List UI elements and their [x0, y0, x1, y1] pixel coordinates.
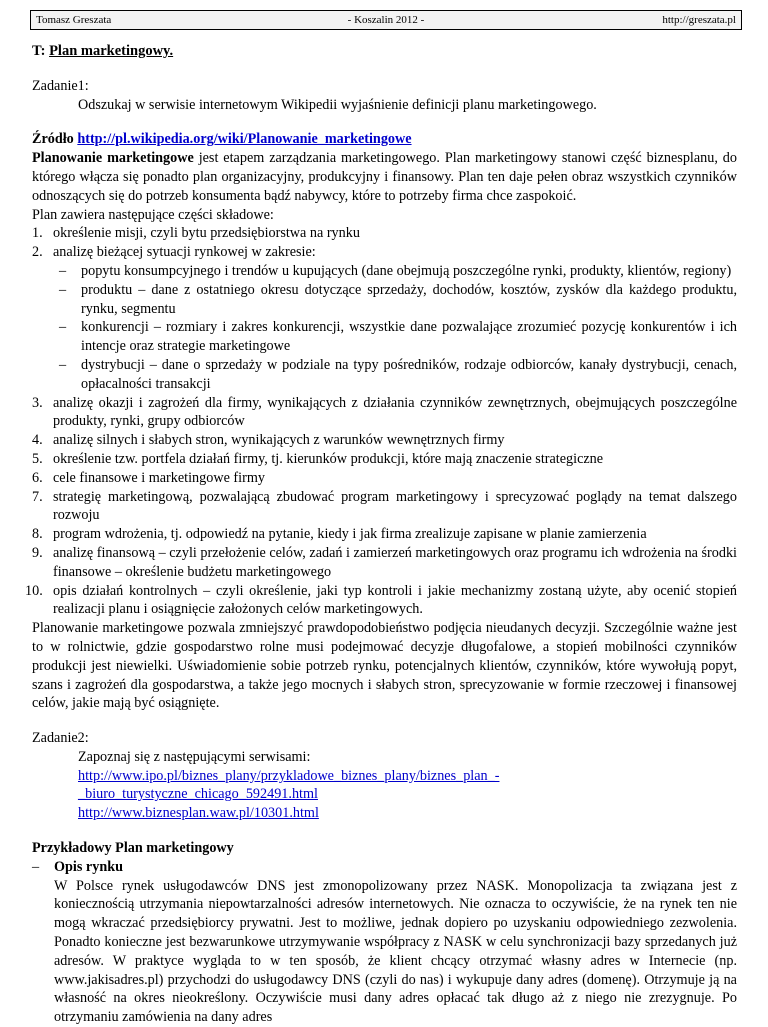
link-ipo-line1[interactable]: http://www.ipo.pl/biznes_plany/przykladowe_biznes_plany/biznes_plan_- [78, 767, 500, 784]
source-label: Źródło [32, 131, 78, 148]
sub-list-item: – produktu – dane z ostatniego okresu dotyczące sprzedaży, dochodów, kosztów, zysków dla każdego produktu, rynku, segmentu [59, 281, 737, 317]
closing-paragraph: Planowanie marketingowe pozwala zmniejszyć prawdopodobieństwo podjęcia nieudanych decyzji. Szczególnie ważne jest to w rolnictwie, gdzie gospodarstwo rolne musi podejmować decyzje długofalowe, a stopień mobilności czynników produkcji jest niewielki. Uświadomienie sobie potrzeb rynku, potencjalnych klientów, czynników, które wywołują popyt, szans i zagrożeń dla gospodarstwa, a także jego mocnych i słabych stron, sprecyzowanie w formie rzeczowej i finansowej celów, jakie mają być osiągnięte. [32, 620, 737, 712]
page-header [30, 10, 742, 30]
document-body [25, 42, 737, 1027]
task2-text: Zapoznaj się z następującymi serwisami: [78, 748, 311, 765]
header-author: Tomasz Greszata [36, 14, 112, 26]
parts-list [25, 224, 737, 619]
title-text: Plan marketingowy. [49, 43, 174, 59]
list-item: 8. program wdrożenia, tj. odpowiedź na pytanie, kiedy i jak firma zrealizuje zapisane w planie zamierzenia [32, 526, 647, 543]
list-item: 9. analizę finansową – czyli przełożenie celów, zadań i zamierzeń marketingowych oraz programu ich wdrożenia na środki finansowe – określenie budżetu marketingowego [32, 544, 737, 580]
sub-list-item: – konkurencji – rozmiary i zakres konkurencji, wszystkie dane pozwalające zrozumieć pozycję konkurentów i ich intencje oraz strategie marketingowe [59, 319, 737, 355]
sub-list-item: – popytu konsumpcyjnego i trendów u kupujących (dane obejmują poszczególne rynki, produkty, klientów, regiony) [59, 262, 732, 279]
list-item: 6. cele finansowe i marketingowe firmy [32, 469, 265, 486]
list-item: 3. analizę okazji i zagrożeń dla firmy, wynikających z działania czynników zewnętrznych, obejmujących poszczególne produkty, rynki, grupy odbiorców [32, 394, 737, 430]
example-heading: Przykładowy Plan marketingowy [32, 840, 234, 857]
list-item: 4. analizę silnych i słabych stron, wynikających z warunków wewnętrznych firmy [32, 432, 505, 449]
list-item: 1. określenie misji, czyli bytu przedsiębiorstwa na rynku [32, 225, 360, 242]
subparts-list [53, 262, 737, 394]
task1-label: Zadanie1: [32, 77, 89, 94]
parts-intro: Plan zawiera następujące części składowe: [32, 206, 274, 223]
header-website: http://greszata.pl [662, 14, 736, 26]
sub-list-item: – dystrybucji – dane o sprzedaży w podziale na typy pośredników, rodzaje odbiorców, kanały dystrybucji, cenach, opłacalności transakcji [59, 356, 737, 392]
page-title: T: Plan marketingowy. [32, 43, 174, 59]
list-item: 2. analizę bieżącej sytuacji rynkowej w zakresie: – popytu konsumpcyjnego i trendów u kupujących (dane obejmują poszczególne rynki, produkty, klientów, regiony) – produktu – dane z ostatniego okresu dotyczące sprzedaży, dochodów, kosztów, zysków dla każdego produktu, rynku, segmentu – konkurencji – rozmiary i zakres konkurencji, wszystkie dane pozwalające zrozumieć pozycję konkurentów i ich intencje oraz strategie marketingowe – dystrybucji – dane o sprzedaży w podziale na typy pośredników, rodzaje odbiorców, kanały dystrybucji, cenach, opłacalności transakcji [32, 244, 737, 392]
source-line [32, 130, 737, 149]
example-section: – Opis rynku W Polsce rynek usługodawców DNS jest zmonopolizowany przez NASK. Monopolizacja ta związana jest z koniecznością utrzymania niepowtarzalności adresów internetowych. Nie oznacza to oczywiście, że na rynek ten nie mogą wkraczać przedsiębiorcy prywatni. Jest to możliwe, jednak dopiero po uzyskaniu odpowiedniego zezwolenia. Ponadto konieczne jest bezwarunkowe utrzymywanie współpracy z NASK w celu synchronizacji bazy sprzedanych już adresów. W praktyce wygląda to w ten sposób, że klient chcący otrzymać własny adres w Internecie (np. www.jakisadres.pl) przychodzi do usługodawcy DNS (czyli do nas) i wykupuje dany adres (domenę). Otrzymuje ją na własność na okres nieokreślony. Oczywiście musi dany adres opłacać tak długo aż z niego nie zrezygnuje. Po otrzymaniu zamówienia na dany adres [32, 858, 737, 1026]
task2-label: Zadanie2: [32, 730, 89, 747]
example-list [32, 858, 737, 1027]
list-item: 10. opis działań kontrolnych – czyli określenie, jaki typ kontroli i jakie mechanizmy zostaną użyte, aby ocenić stopień realizacji planu i osiągnięcie założonych celów marketingowych. [25, 582, 737, 618]
example-text: W Polsce rynek usługodawców DNS jest zmonopolizowany przez NASK. Monopolizacja ta związana jest z koniecznością utrzymania niepowtarzalności adresów internetowych. Nie oznacza to oczywiście, że na rynek ten nie mogą wkraczać przedsiębiorcy prywatni. Jest to możliwe, jednak dopiero po uzyskaniu odpowiedniego zezwolenia. Ponadto konieczne jest bezwarunkowe utrzymywanie współpracy z NASK w celu synchronizacji bazy sprzedanych już adresów. W praktyce wygląda to w ten sposób, że klient chcący otrzymać własny adres w Internecie (np. www.jakisadres.pl) przychodzi do usługodawcy DNS (czyli do nas) i wykupuje dany adres (domenę). Otrzymuje ją na własność na okres nieokreślony. Oczywiście musi dany adres opłacać tak długo aż z niego nie zrezygnuje. Po otrzymaniu zamówienia na dany adres [54, 877, 737, 1026]
header-place-year: - Koszalin 2012 - [347, 14, 425, 26]
intro-paragraph: Planowanie marketingowe jest etapem zarządzania marketingowego. Plan marketingowy stanowi część biznesplanu, do którego włącza się ponadto plan organizacyjny, produkcyjny i finansowy. Plan ten daje pełen obraz wszystkich czynników odnoszących się do potrzeb konsumenta bądź nabywcy, które to potrzeby firma chce zaspokoić. [32, 150, 737, 204]
link-ipo-line2[interactable]: _biuro_turystyczne_chicago_592491.html [78, 786, 318, 803]
example-subheading: Opis rynku [54, 858, 123, 875]
list-item: 7. strategię marketingową, pozwalającą zbudować program marketingowy i sprecyzować poglądy na temat dalszego rozwoju [32, 488, 737, 524]
intro-term: Planowanie marketingowe [32, 150, 194, 167]
task2-block [32, 748, 737, 823]
task1-text: Odszukaj w serwisie internetowym Wikipedii wyjaśnienie definicji planu marketingowego. [78, 96, 597, 113]
link-biznesplan[interactable]: http://www.biznesplan.waw.pl/10301.html [78, 805, 319, 822]
list-item: 5. określenie tzw. portfela działań firmy, tj. kierunków produkcji, które mają znaczenie strategiczne [32, 450, 604, 467]
source-link[interactable]: http://pl.wikipedia.org/wiki/Planowanie_marketingowe [77, 131, 412, 148]
